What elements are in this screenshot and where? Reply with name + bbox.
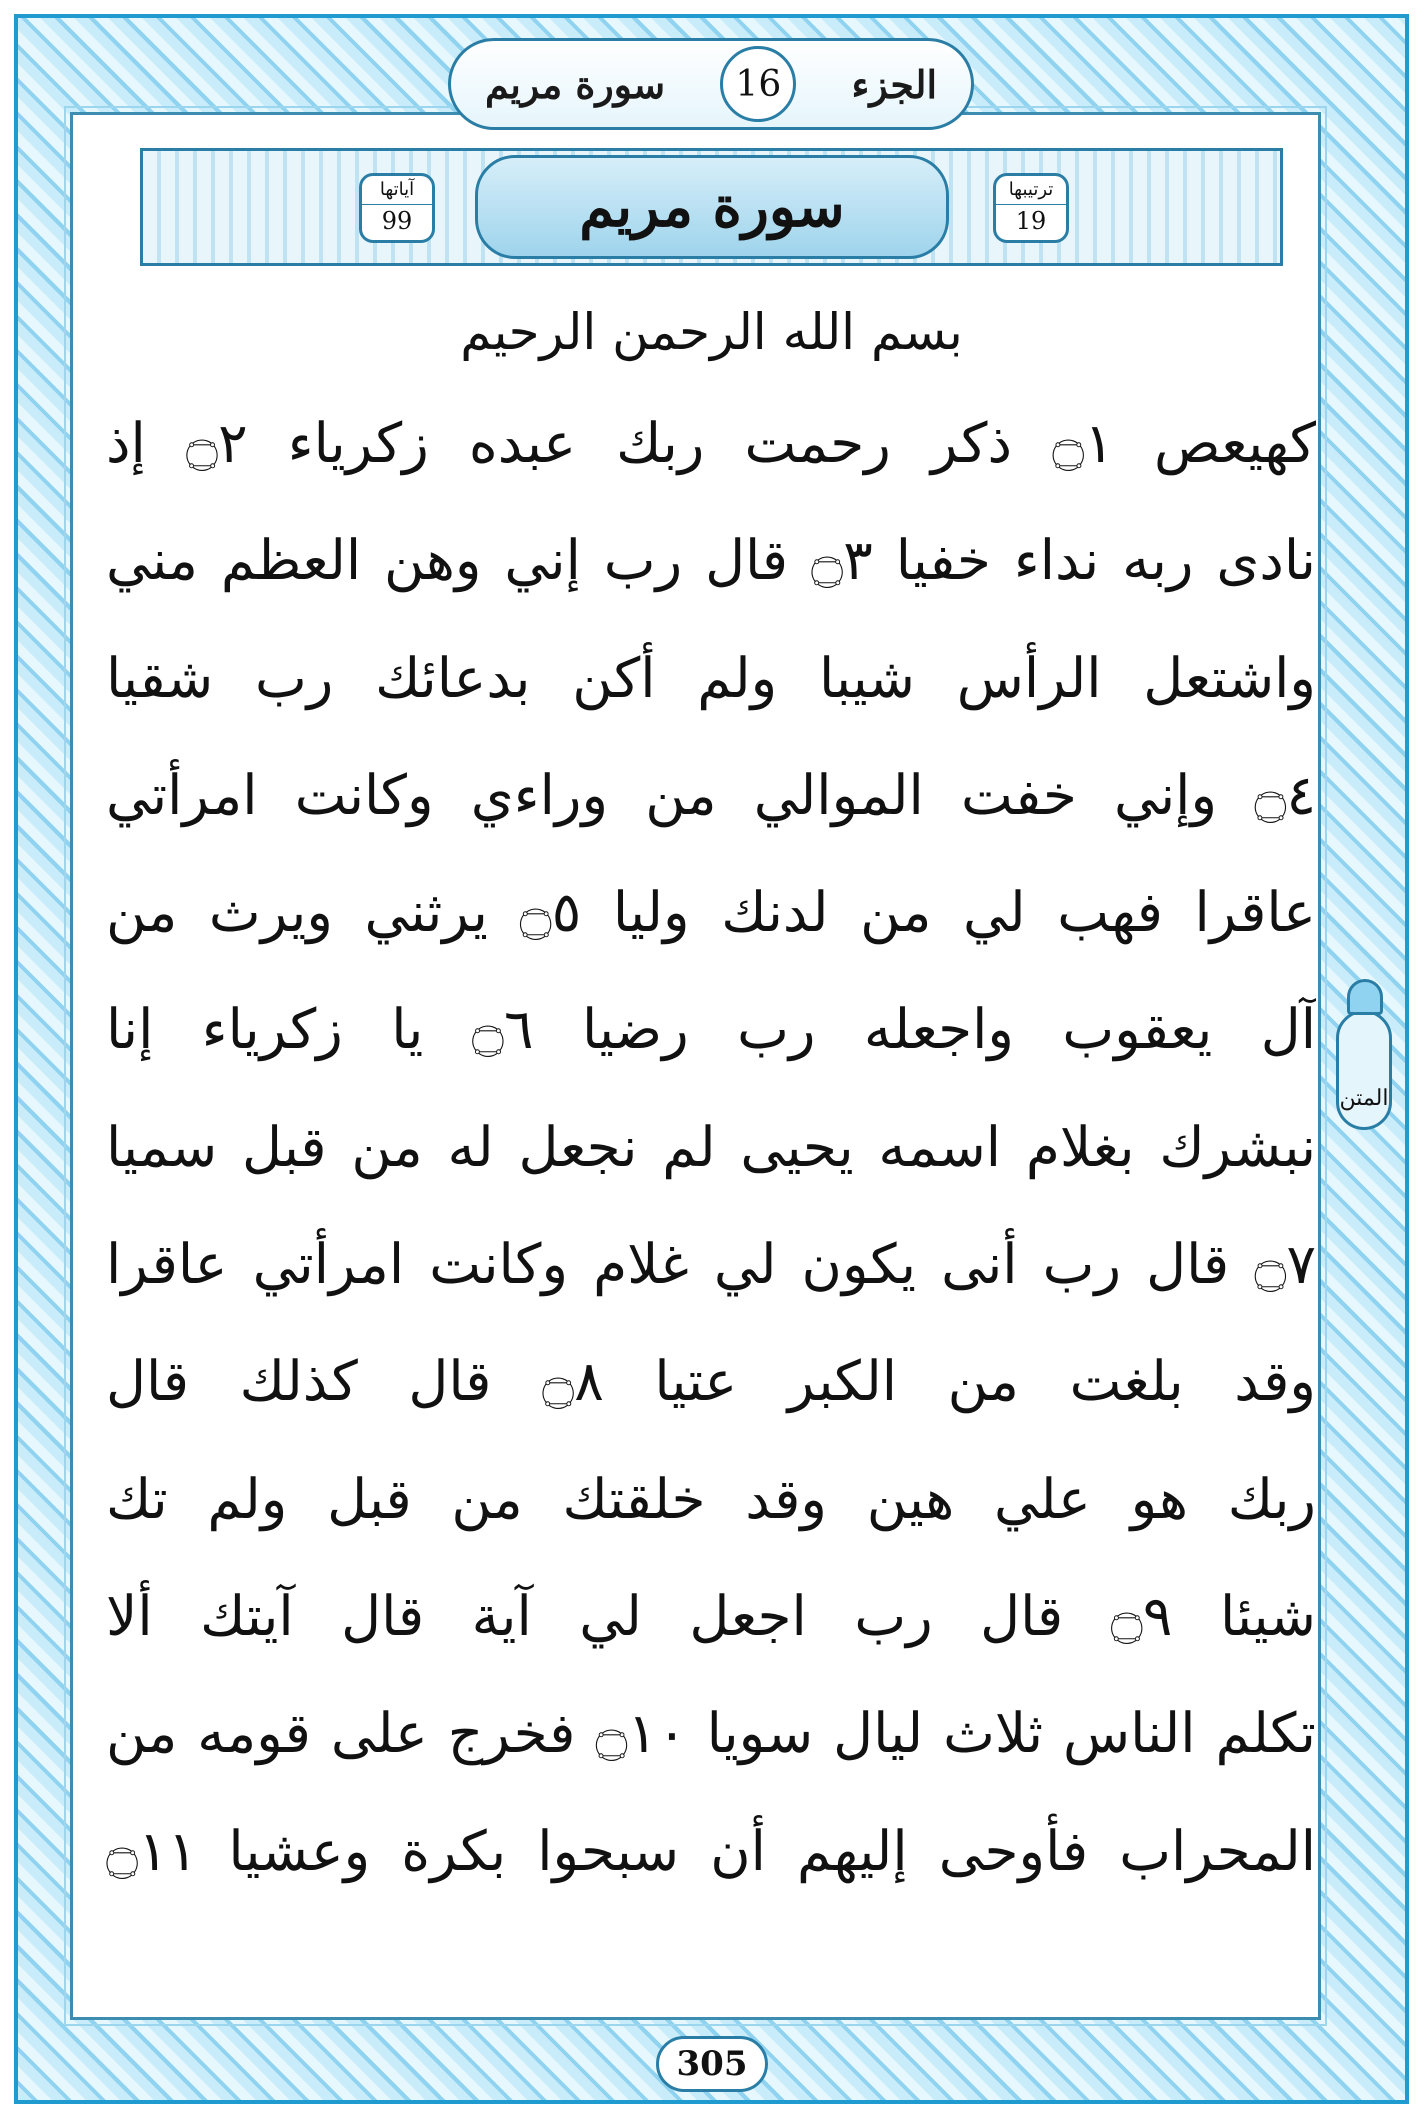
basmala: بسم الله الرحمن الرحيم	[460, 303, 963, 361]
juz-number: 16	[720, 46, 796, 122]
verse-line: ربك هو علي هين وقد خلقتك من قبل ولم تك	[106, 1466, 1316, 1531]
page-number: 305	[656, 2036, 768, 2092]
order-box	[993, 173, 1069, 243]
ayat-label: آياتها	[379, 179, 415, 200]
verse-line: عاقرا فهب لي من لدنك وليا ۝٥ يرثني ويرث من	[106, 880, 1316, 945]
page-header	[448, 38, 974, 130]
verse-line: آل يعقوب واجعله رب رضيا ۝٦ يا زكرياء إنا	[106, 997, 1316, 1062]
verse-line: نادى ربه نداء خفيا ۝٣ قال رب إني وهن العظم مني	[106, 528, 1316, 593]
verse-line: ۝٧ قال رب أنى يكون لي غلام وكانت امرأتي عاقرا	[106, 1232, 1316, 1297]
ayat-value: 99	[362, 204, 432, 237]
verse-lines	[106, 385, 1316, 2000]
verse-line: كهيعص ۝١ ذكر رحمت ربك عبده زكرياء ۝٢ إذ	[106, 411, 1316, 475]
surah-banner	[140, 148, 1283, 266]
surah-title: سورة مريم	[475, 155, 949, 259]
verse-line: المحراب فأوحى إليهم أن سبحوا بكرة وعشيا ۝١١	[106, 1818, 1316, 1883]
surah-name-header: سورة مريم	[485, 61, 666, 107]
ayat-count-box	[359, 173, 435, 243]
verse-line: نبشرك بغلام اسمه يحيى لم نجعل له من قبل سميا	[106, 1114, 1316, 1179]
verse-line: تكلم الناس ثلاث ليال سويا ۝١٠ فخرج على قومه من	[106, 1701, 1316, 1766]
order-value: 19	[996, 204, 1066, 237]
verse-line: وقد بلغت من الكبر عتيا ۝٨ قال كذلك قال	[106, 1349, 1316, 1414]
juz-label: الجزء	[851, 61, 937, 107]
verse-line: ۝٤ وإني خفت الموالي من وراءي وكانت امرأتي	[106, 762, 1316, 827]
side-marker	[1336, 1010, 1392, 1130]
side-marker-label: المتن	[1339, 1086, 1389, 1111]
verse-line: شيئا ۝٩ قال رب اجعل لي آية قال آيتك ألا	[106, 1583, 1316, 1648]
verse-line: واشتعل الرأس شيبا ولم أكن بدعائك رب شقيا	[106, 645, 1316, 710]
order-label: ترتيبها	[1008, 179, 1054, 200]
ornament-icon	[1347, 979, 1383, 1015]
